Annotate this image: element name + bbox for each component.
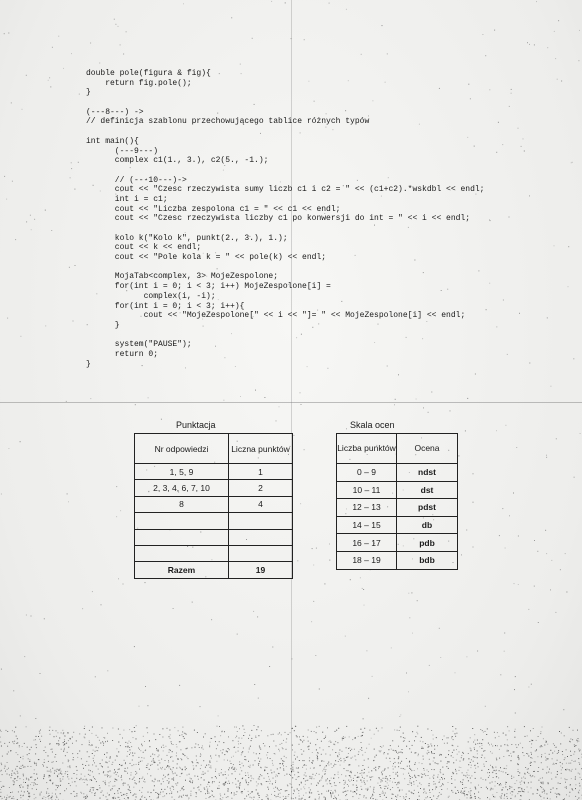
code-line: for(int i = 0; i < 3; i++){ <box>86 301 245 311</box>
punktacja-cell-nr: 1, 5, 9 <box>135 464 229 480</box>
punktacja-cell-nr <box>135 529 229 545</box>
punktacja-row <box>135 529 293 545</box>
punktacja-cell-pts: 2 <box>229 480 293 496</box>
punktacja-total-row <box>135 562 293 579</box>
punktacja-cell-nr: 2, 3, 4, 6, 7, 10 <box>135 480 229 496</box>
code-line: return fig.pole(); <box>86 78 192 88</box>
code-line: kolo k("Kolo k", punkt(2., 3.), 1.); <box>86 233 288 243</box>
punktacja-title: Punktacja <box>176 420 216 430</box>
skala-row <box>337 464 458 482</box>
skala-header-ocena: Ocena <box>397 434 458 464</box>
punktacja-row <box>135 545 293 561</box>
skala-cell-range: 10 – 11 <box>337 481 397 499</box>
punktacja-row <box>135 480 293 496</box>
code-line: int main(){ <box>86 136 139 146</box>
punktacja-cell-pts <box>229 545 293 561</box>
punktacja-row <box>135 464 293 480</box>
code-line: cout << "MojeZespolone[" << i << "]= " << MojeZespolone[i] << endl; <box>86 311 466 321</box>
punktacja-header-pts: Liczna punktów <box>229 434 293 464</box>
skala-cell-range: 16 – 17 <box>337 534 397 552</box>
skala-row <box>337 499 458 517</box>
code-line <box>86 166 484 176</box>
code-line: double pole(figura & fig){ <box>86 69 211 78</box>
skala-cell-grade: ndst <box>397 464 458 482</box>
code-line: complex(i, -i); <box>86 291 216 301</box>
punktacja-row <box>135 496 293 512</box>
code-line: cout << "Pole kola k = " << pole(k) << endl; <box>86 253 327 263</box>
punktacja-cell-nr <box>135 513 229 529</box>
skala-ocen-table <box>336 433 458 570</box>
code-line <box>86 224 484 234</box>
code-line: cout << "Czesc rzeczywista liczby c1 po konwersji do int = " << i << endl; <box>86 214 471 224</box>
punktacja-table <box>134 433 293 579</box>
punktacja-cell-pts <box>229 513 293 529</box>
code-line: } <box>86 88 91 98</box>
punktacja-total-value: 19 <box>229 562 293 579</box>
code-line: } <box>86 320 120 330</box>
skala-title: Skala ocen <box>350 420 395 430</box>
skala-row <box>337 551 458 569</box>
code-line: for(int i = 0; i < 3; i++) MojeZespolone[i] = <box>86 282 331 292</box>
skala-cell-range: 12 – 13 <box>337 499 397 517</box>
punktacja-cell-pts <box>229 529 293 545</box>
punktacja-cell-pts: 1 <box>229 464 293 480</box>
punktacja-total-label: Razem <box>135 562 229 579</box>
skala-cell-range: 0 – 9 <box>337 464 397 482</box>
skala-cell-grade: bdb <box>397 551 458 569</box>
punktacja-cell-nr <box>135 545 229 561</box>
code-line: (---8---) -> <box>86 107 144 117</box>
skala-cell-grade: pdb <box>397 534 458 552</box>
skala-cell-grade: dst <box>397 481 458 499</box>
code-line <box>86 98 484 108</box>
punktacja-row <box>135 513 293 529</box>
skala-cell-grade: db <box>397 516 458 534</box>
code-line: MojaTab<complex, 3> MojeZespolone; <box>86 272 279 282</box>
punktacja-cell-nr: 8 <box>135 496 229 512</box>
code-line: cout << "Czesc rzeczywista sumy liczb c1 i c2 = " << (c1+c2).*wskdbl << endl; <box>86 185 485 195</box>
code-line <box>86 263 484 273</box>
code-line: (---9---) <box>86 146 159 156</box>
code-listing <box>86 69 484 369</box>
punktacja-cell-pts: 4 <box>229 496 293 512</box>
code-line: int i = c1; <box>86 194 168 204</box>
code-line: // definicja szablonu przechowującego tablice różnych typów <box>86 117 370 127</box>
skala-cell-range: 14 – 15 <box>337 516 397 534</box>
code-line: return 0; <box>86 349 159 359</box>
code-line: complex c1(1., 3.), c2(5., -1.); <box>86 156 269 166</box>
code-line: system("PAUSE"); <box>86 340 192 350</box>
code-line: // (---10---)-> <box>86 175 187 185</box>
skala-cell-range: 18 – 19 <box>337 551 397 569</box>
skala-row <box>337 516 458 534</box>
code-line <box>86 331 484 341</box>
code-line: cout << k << endl; <box>86 243 202 253</box>
code-line: } <box>86 359 91 369</box>
skala-cell-grade: pdst <box>397 499 458 517</box>
skala-row <box>337 534 458 552</box>
skala-header-punkty: Liczba punktów <box>337 434 397 464</box>
punktacja-header-nr: Nr odpowiedzi <box>135 434 229 464</box>
code-line: cout << "Liczba zespolona c1 = " << c1 << endl; <box>86 204 341 214</box>
code-line <box>86 127 484 137</box>
skala-row <box>337 481 458 499</box>
